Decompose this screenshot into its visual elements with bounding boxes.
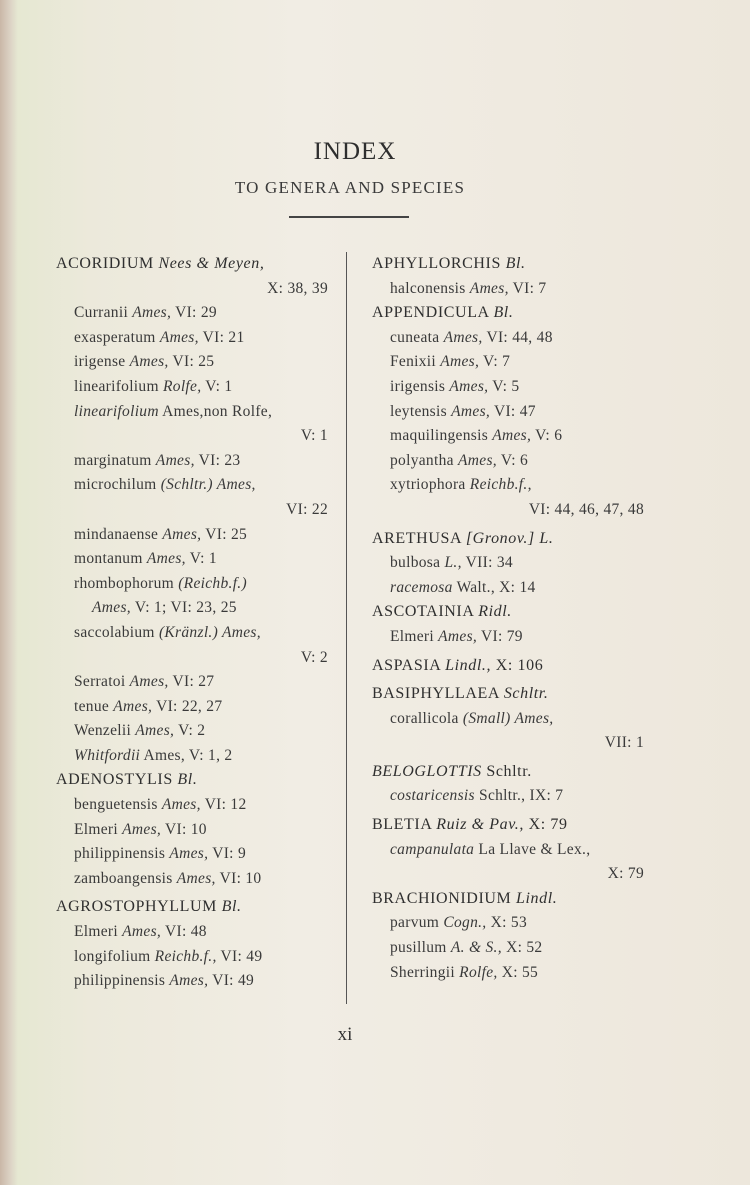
species-entry: Sherringii Rolfe, X: 55 bbox=[390, 963, 539, 981]
species-entry: Serratoi Ames, VI: 27 bbox=[74, 673, 215, 691]
entry-continuation: X: 79 bbox=[607, 865, 644, 883]
genus-entry: BRACHIONIDIUM Lindl. bbox=[372, 889, 558, 907]
genus-entry: ACORIDIUM Nees & Meyen, bbox=[56, 255, 265, 272]
species-entry: tenue Ames, VI: 22, 27 bbox=[74, 697, 223, 715]
species-entry: Curranii Ames, VI: 29 bbox=[74, 304, 217, 322]
genus-entry: ARETHUSA [Gronov.] L. bbox=[372, 529, 554, 547]
entry-continuation: VII: 1 bbox=[604, 734, 644, 752]
species-entry: exasperatum Ames, VI: 21 bbox=[74, 328, 245, 346]
synonym-entry: costaricensis Schltr., IX: 7 bbox=[390, 787, 564, 805]
genus-entry: AGROSTOPHYLLUM Bl. bbox=[56, 898, 242, 916]
species-entry: linearifolium Rolfe, V: 1 bbox=[74, 377, 233, 395]
entry-continuation: X: 38, 39 bbox=[267, 279, 328, 297]
synonym-entry: Whitfordii Ames, V: 1, 2 bbox=[74, 746, 233, 764]
species-entry: marginatum Ames, VI: 23 bbox=[74, 451, 241, 469]
index-column-left bbox=[56, 252, 328, 994]
species-entry: longifolium Reichb.f., VI: 49 bbox=[74, 947, 263, 965]
genus-entry: APPENDICULA Bl. bbox=[372, 304, 514, 322]
synonym-entry: racemosa Walt., X: 14 bbox=[390, 578, 536, 596]
synonym-entry: campanulata La Llave & Lex., bbox=[390, 840, 591, 858]
entry-continuation: VI: 44, 46, 47, 48 bbox=[528, 500, 644, 518]
genus-entry: ASPASIA Lindl., X: 106 bbox=[372, 656, 544, 674]
species-entry: corallicola (Small) Ames, bbox=[390, 709, 554, 727]
species-entry: Elmeri Ames, VI: 48 bbox=[74, 923, 207, 941]
species-entry: bulbosa L., VII: 34 bbox=[390, 554, 513, 572]
species-entry: philippinensis Ames, VI: 9 bbox=[74, 845, 246, 863]
genus-entry: ADENOSTYLIS Bl. bbox=[56, 771, 198, 789]
species-entry: irigensis Ames, V: 5 bbox=[390, 377, 520, 395]
species-entry: xytriophora Reichb.f., bbox=[390, 476, 532, 494]
index-column-right bbox=[372, 252, 644, 985]
genus-entry: APHYLLORCHIS Bl. bbox=[372, 255, 526, 272]
species-entry: Elmeri Ames, VI: 79 bbox=[390, 627, 523, 645]
genus-entry: BELOGLOTTIS Schltr. bbox=[372, 762, 532, 780]
species-entry: rhombophorum (Reichb.f.) bbox=[74, 574, 247, 592]
genus-entry: BASIPHYLLAEA Schltr. bbox=[372, 685, 549, 703]
index-subtitle: TO GENERA AND SPECIES bbox=[234, 178, 466, 197]
species-entry: mindanaense Ames, VI: 25 bbox=[74, 525, 248, 543]
species-entry: irigense Ames, VI: 25 bbox=[74, 353, 215, 371]
column-divider bbox=[346, 252, 347, 1004]
species-entry: parvum Cogn., X: 53 bbox=[390, 914, 528, 932]
entry-continuation: VI: 22 bbox=[286, 500, 328, 518]
species-entry: montanum Ames, V: 1 bbox=[74, 550, 217, 568]
species-entry: Fenixii Ames, V: 7 bbox=[390, 353, 511, 371]
species-entry: saccolabium (Kränzl.) Ames, bbox=[74, 623, 261, 641]
species-entry: Wenzelii Ames, V: 2 bbox=[74, 722, 206, 740]
species-entry: leytensis Ames, VI: 47 bbox=[390, 402, 536, 420]
entry-continuation: V: 2 bbox=[300, 648, 328, 666]
species-entry: microchilum (Schltr.) Ames, bbox=[74, 476, 256, 494]
species-entry: pusillum A. & S., X: 52 bbox=[390, 939, 543, 957]
species-entry: cuneata Ames, VI: 44, 48 bbox=[390, 328, 553, 346]
species-entry: benguetensis Ames, VI: 12 bbox=[74, 796, 247, 814]
entry-continuation: V: 1 bbox=[300, 427, 328, 445]
species-entry: halconensis Ames, VI: 7 bbox=[390, 279, 547, 297]
title-rule bbox=[289, 216, 409, 218]
genus-entry: BLETIA Ruiz & Pav., X: 79 bbox=[372, 816, 568, 834]
genus-entry: ASCOTAINIA Ridl. bbox=[372, 603, 512, 621]
species-entry: Elmeri Ames, VI: 10 bbox=[74, 820, 207, 838]
synonym-entry: linearifolium Ames,non Rolfe, bbox=[74, 402, 273, 420]
species-entry: polyantha Ames, V: 6 bbox=[390, 451, 529, 469]
entry-continuation: Ames, V: 1; VI: 23, 25 bbox=[92, 599, 237, 617]
species-entry: philippinensis Ames, VI: 49 bbox=[74, 972, 255, 990]
index-title: INDEX bbox=[313, 138, 397, 165]
species-entry: zamboangensis Ames, VI: 10 bbox=[74, 869, 262, 887]
species-entry: maquilingensis Ames, V: 6 bbox=[390, 427, 563, 445]
page-number: xi bbox=[337, 1024, 353, 1045]
